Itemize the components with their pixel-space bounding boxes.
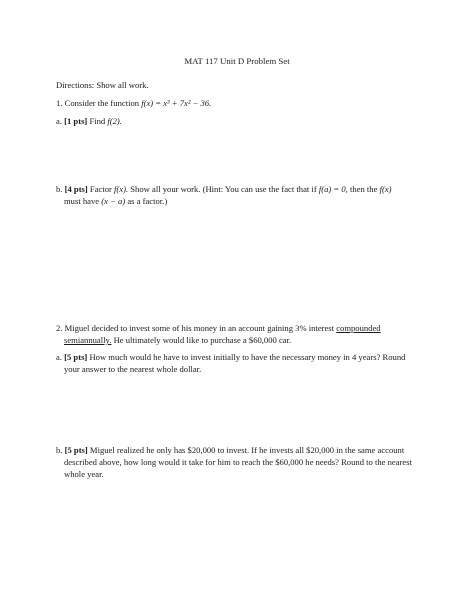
question-2-text-1: 2. Miguel decided to invest some of his money in an account gaining 3% interest [56, 323, 335, 333]
question-1b-points: [4 pts] [64, 184, 88, 194]
question-1b-text-2: Show all your work. (Hint: You can use the fact that if [130, 184, 317, 194]
page-title: MAT 117 Unit D Problem Set [184, 56, 290, 66]
question-2b-line-3: whole year. [64, 469, 104, 479]
question-2b-prefix: b. [56, 445, 63, 455]
question-2b-points: [5 pts] [64, 445, 88, 455]
question-2b-line-2: described above, how long would it take for him to reach the $60,000 he needs? Round to the nearest [64, 457, 412, 467]
question-2b-text-1: Miguel realized he only has $20,000 to invest. If he invests all $20,000 in the same account [89, 445, 405, 455]
question-1b-line-2-text-2: as a factor.) [127, 196, 168, 206]
question-1-intro: 1. Consider the function [56, 98, 140, 108]
question-2a-prefix: a. [56, 352, 62, 362]
question-1a-prefix: a. [56, 116, 62, 126]
question-2b-line-1 [56, 445, 404, 456]
question-1a-points: [1 pts] [64, 116, 88, 126]
question-1b-expr-3: f(x) [379, 184, 392, 194]
question-1b-line-2-expr: (x − a) [101, 196, 126, 206]
question-2a-line-1 [56, 352, 405, 363]
question-2-line-2 [64, 335, 291, 346]
question-1a-expr: f(2). [107, 116, 122, 126]
question-2-text-2: He ultimately would like to purchase a $60,000 car. [113, 335, 292, 345]
question-1a [56, 116, 122, 127]
question-2-underlined-1: compounded [336, 323, 381, 333]
question-1b-expr-1: f(x). [114, 184, 129, 194]
question-2a-points: [5 pts] [64, 352, 88, 362]
question-1-stem [56, 98, 211, 109]
question-2-line-1 [56, 323, 381, 334]
question-1b-line-2 [64, 196, 167, 207]
question-1b-prefix: b. [56, 184, 63, 194]
question-1-function: f(x) = x³ + 7x² − 36. [141, 98, 212, 108]
question-1a-text: Find [89, 116, 106, 126]
question-1b-line-2-text-1: must have [64, 196, 100, 206]
question-1b-line-1 [56, 184, 392, 195]
question-2a-line-2: your answer to the nearest whole dollar. [64, 364, 202, 374]
question-2-underlined-2: semiannually. [64, 335, 112, 345]
directions: Directions: Show all work. [56, 80, 149, 90]
question-2a-text-1: How much would he have to invest initially to have the necessary money in 4 years? Round [89, 352, 406, 362]
question-1b-text-1: Factor [89, 184, 112, 194]
question-1b-text-3: then the [349, 184, 378, 194]
question-1b-expr-2: f(a) = 0, [318, 184, 348, 194]
